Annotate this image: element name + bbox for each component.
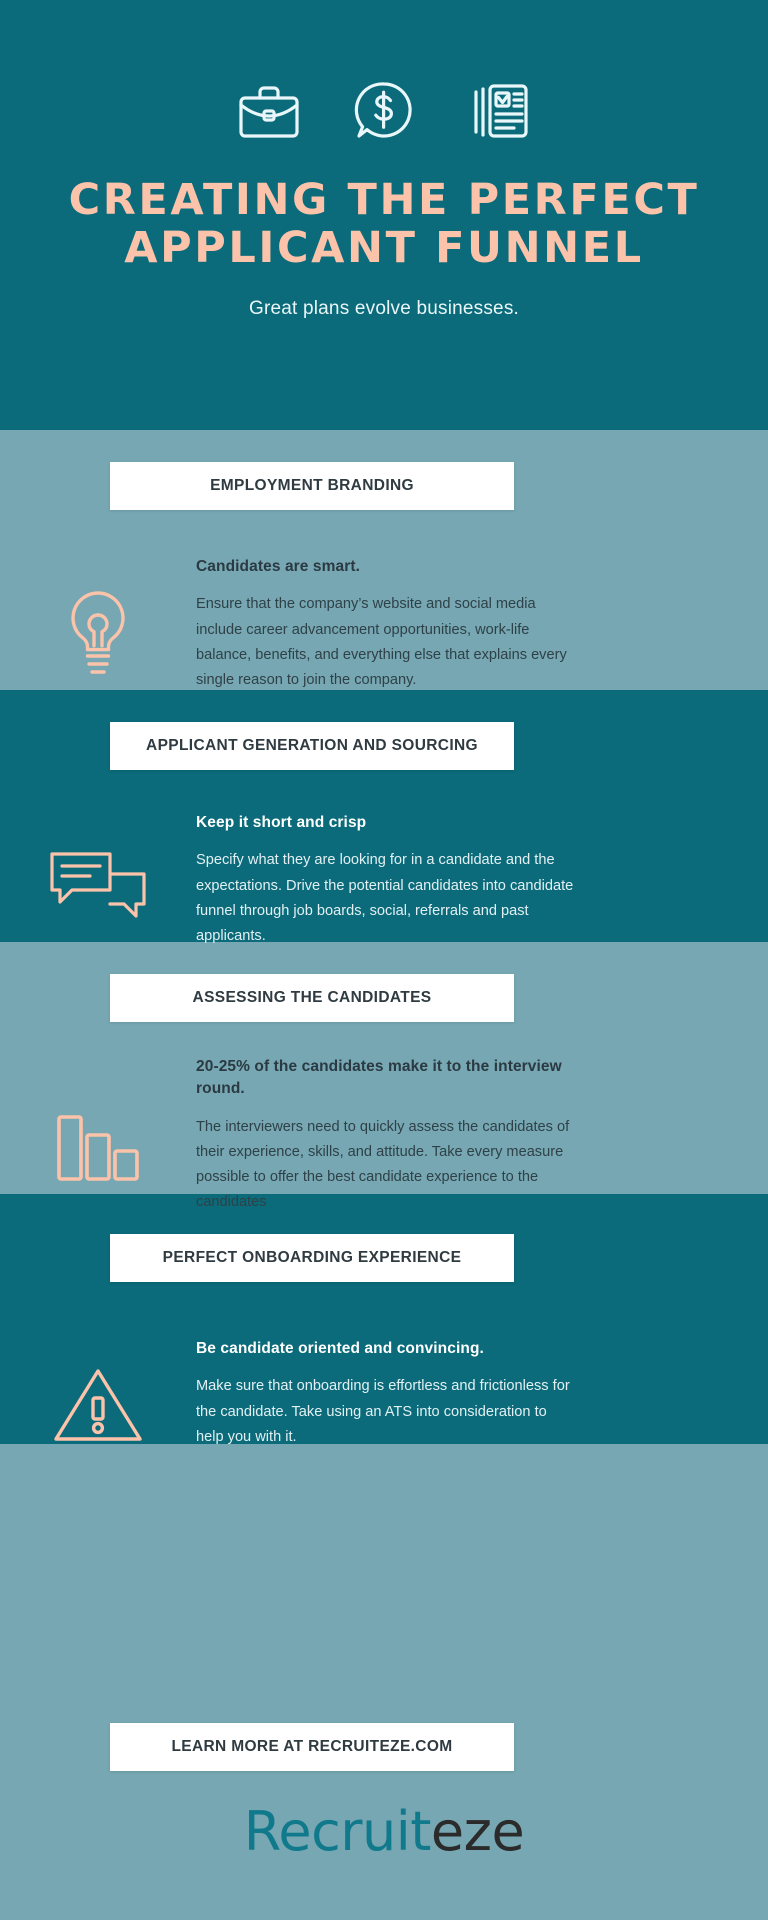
- logo-part-recru: Recru: [243, 1800, 396, 1863]
- bar-chart-icon-wrap: [0, 1056, 196, 1215]
- briefcase-icon: [238, 82, 300, 140]
- logo-tie-letter-i: i: [395, 1800, 411, 1863]
- section-banner-label: APPLICANT GENERATION AND SOURCING: [146, 737, 478, 754]
- section-banner-assessing-candidates[interactable]: [110, 974, 514, 1022]
- section-banner-label: ASSESSING THE CANDIDATES: [192, 989, 432, 1006]
- section-content-assessing-candidates: [0, 1056, 768, 1215]
- hero-section: [0, 0, 768, 320]
- cta-banner-label: LEARN MORE AT RECRUITEZE.COM: [171, 1738, 453, 1755]
- section-banner-label: EMPLOYMENT BRANDING: [210, 477, 414, 494]
- page-title: CREATING THE PERFECT APPLICANT FUNNEL: [68, 175, 700, 274]
- section-text-block: [196, 1338, 768, 1450]
- brand-logo[interactable]: [0, 1800, 768, 1863]
- section-body: Make sure that onboarding is effortless and frictionless for the candidate. Take using an ATS into consideration to help you with it.: [196, 1378, 570, 1445]
- section-body: Specify what they are looking for in a candidate and the expectations. Drive the potential candidates into candidate funnel through job boards, social, referrals and past applicants.: [196, 852, 574, 944]
- cta-banner-learn-more[interactable]: [110, 1723, 514, 1771]
- bar-chart-icon: [55, 1111, 141, 1183]
- section-banner-employment-branding[interactable]: [110, 462, 514, 510]
- page-subtitle: Great plans evolve businesses.: [248, 298, 520, 320]
- warning-triangle-icon: [52, 1365, 144, 1445]
- section-content-employment-branding: [0, 556, 768, 693]
- section-heading: Candidates are smart.: [196, 558, 361, 575]
- logo-part-t: t: [410, 1800, 431, 1863]
- logo-wordmark: [244, 1800, 524, 1863]
- lightbulb-icon-wrap: [0, 556, 196, 693]
- dollar-chat-icon: [354, 80, 414, 140]
- section-text-block: [196, 1056, 768, 1215]
- lightbulb-icon: [59, 587, 137, 683]
- section-body: The interviewers need to quickly assess the candidates of their experience, skills, and attitude. Take every measure possible to offer the best candidate experience to the candidates: [196, 1118, 570, 1211]
- section-banner-perfect-onboarding[interactable]: [110, 1234, 514, 1282]
- section-body: Ensure that the company’s website and social media include career advancement opportunities, work-life balance, benefits, and everything else that explains every single reason to join the company.: [196, 596, 567, 688]
- section-banner-applicant-generation[interactable]: [110, 722, 514, 770]
- warning-triangle-icon-wrap: [0, 1338, 196, 1450]
- section-heading: 20-25% of the candidates make it to the interview round.: [196, 1058, 562, 1098]
- logo-part-eze: eze: [430, 1800, 525, 1863]
- section-heading: Be candidate oriented and convincing.: [196, 1340, 484, 1357]
- section-content-applicant-generation: [0, 812, 768, 949]
- section-text-block: [196, 556, 768, 693]
- section-text-block: [196, 812, 768, 949]
- speech-bubbles-icon-wrap: [0, 812, 196, 949]
- hero-icon-row: [0, 62, 768, 140]
- speech-bubbles-icon: [48, 848, 148, 934]
- section-banner-label: PERFECT ONBOARDING EXPERIENCE: [162, 1249, 462, 1266]
- newspaper-icon: [468, 82, 530, 140]
- section-content-perfect-onboarding: [0, 1338, 768, 1450]
- section-heading: Keep it short and crisp: [196, 814, 367, 831]
